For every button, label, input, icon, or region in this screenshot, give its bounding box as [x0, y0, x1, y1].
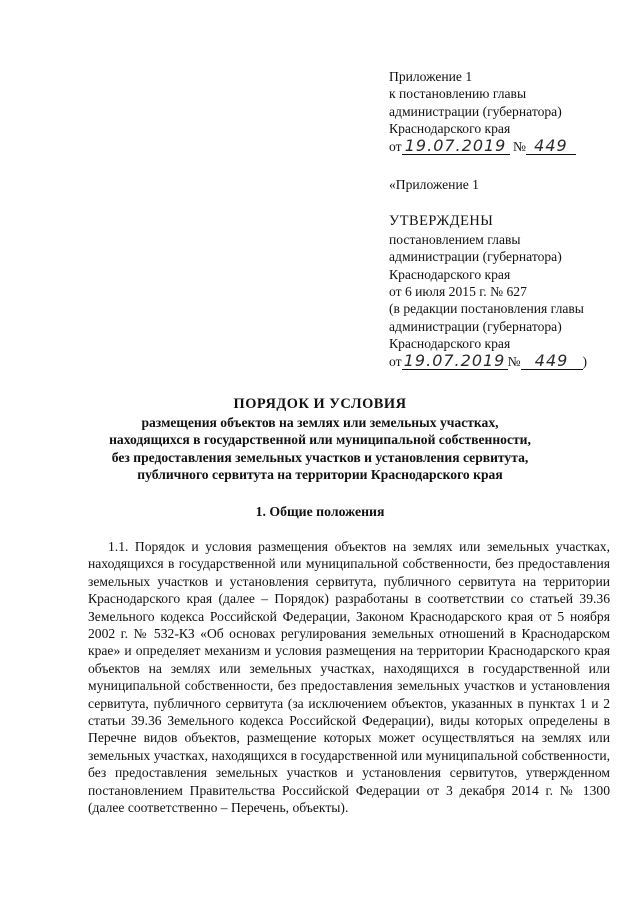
approval-line: администрации (губернатора) — [389, 249, 562, 265]
paragraph-text: 1.1. Порядок и условия размещения объектов на землях или земельных участках, находящихся в государственной или муниципальной собственности, без предоставления земельных участков и установления сервитута, публичного сервитута на территории Краснодарского края (далее – Порядок) разработаны в соответствии со статьей 39.36 Земельного кодекса Российской Федерации, Законом Краснодарского края от 5 ноября 2002 г. № 532-КЗ «Об основах регулирования земельных отношений в Краснодарском крае» и определяет механизм и условия размещения на территории Краснодарского края объектов на землях или земельных участках, находящихся в государственной или муниципальной собственности, без предоставления земельных участков и установления сервитута, публичного сервитута (за исключением объектов, указанных в пунктах 1 и 2 статьи 39.36 Земельного кодекса Российской Федерации), виды которых определены в Перечне видов объектов, размещение которых может осуществляться на землях или земельных участках, находящихся в государственной или муниципальной собственности, без предоставления земельных участков и установления сервитутов, утвержденном постановлением Правительства Российской Федерации от 3 декабря 2014 г. № 1300 (далее соответственно – Перечень, объекты). — [88, 539, 610, 816]
approval-date-line — [389, 350, 588, 370]
handwritten-number: 449 — [534, 135, 568, 155]
handwritten-date: 19.07.2019 — [404, 135, 507, 155]
section-paragraph — [88, 538, 610, 817]
appendix-quote-header: «Приложение 1 — [389, 177, 479, 192]
from-label: от — [389, 138, 402, 154]
approval-line: Краснодарского края — [389, 266, 511, 282]
number-label: № — [507, 353, 521, 369]
approval-line: постановлением главы — [389, 231, 521, 247]
title-subline: размещения объектов на землях или земельных участках, — [141, 414, 499, 430]
approval-header — [389, 176, 587, 370]
from-label: от — [389, 353, 402, 369]
appendix-line: Краснодарского края — [389, 121, 511, 137]
section-heading: 1. Общие положения — [255, 504, 385, 519]
appendix-line: Приложение 1 — [389, 69, 473, 84]
approval-line: Краснодарского края — [389, 336, 511, 352]
appendix-header — [389, 68, 576, 155]
approved-label: УТВЕРЖДЕНЫ — [389, 213, 494, 230]
title-subline: находящихся в государственной или муниципальной собственности, — [109, 432, 531, 448]
approval-line: (в редакции постановления главы — [389, 301, 584, 317]
closing-paren: ) — [582, 353, 588, 369]
title-subline: публичного сервитута на территории Краснодарского края — [137, 467, 503, 483]
approval-line: администрации (губернатора) — [389, 318, 562, 334]
title-subline: без предоставления земельных участков и установления сервитута, — [111, 449, 529, 465]
handwritten-date: 19.07.2019 — [403, 350, 506, 370]
document-title — [60, 396, 580, 484]
appendix-date-line — [389, 135, 576, 155]
handwritten-number: 449 — [534, 350, 569, 370]
approval-line: от 6 июля 2015 г. № 627 — [389, 284, 527, 300]
appendix-line: администрации (губернатора) — [389, 103, 562, 119]
appendix-line: к постановлению главы — [389, 86, 527, 102]
title-main: ПОРЯДОК И УСЛОВИЯ — [233, 396, 407, 412]
number-label: № — [512, 138, 526, 154]
